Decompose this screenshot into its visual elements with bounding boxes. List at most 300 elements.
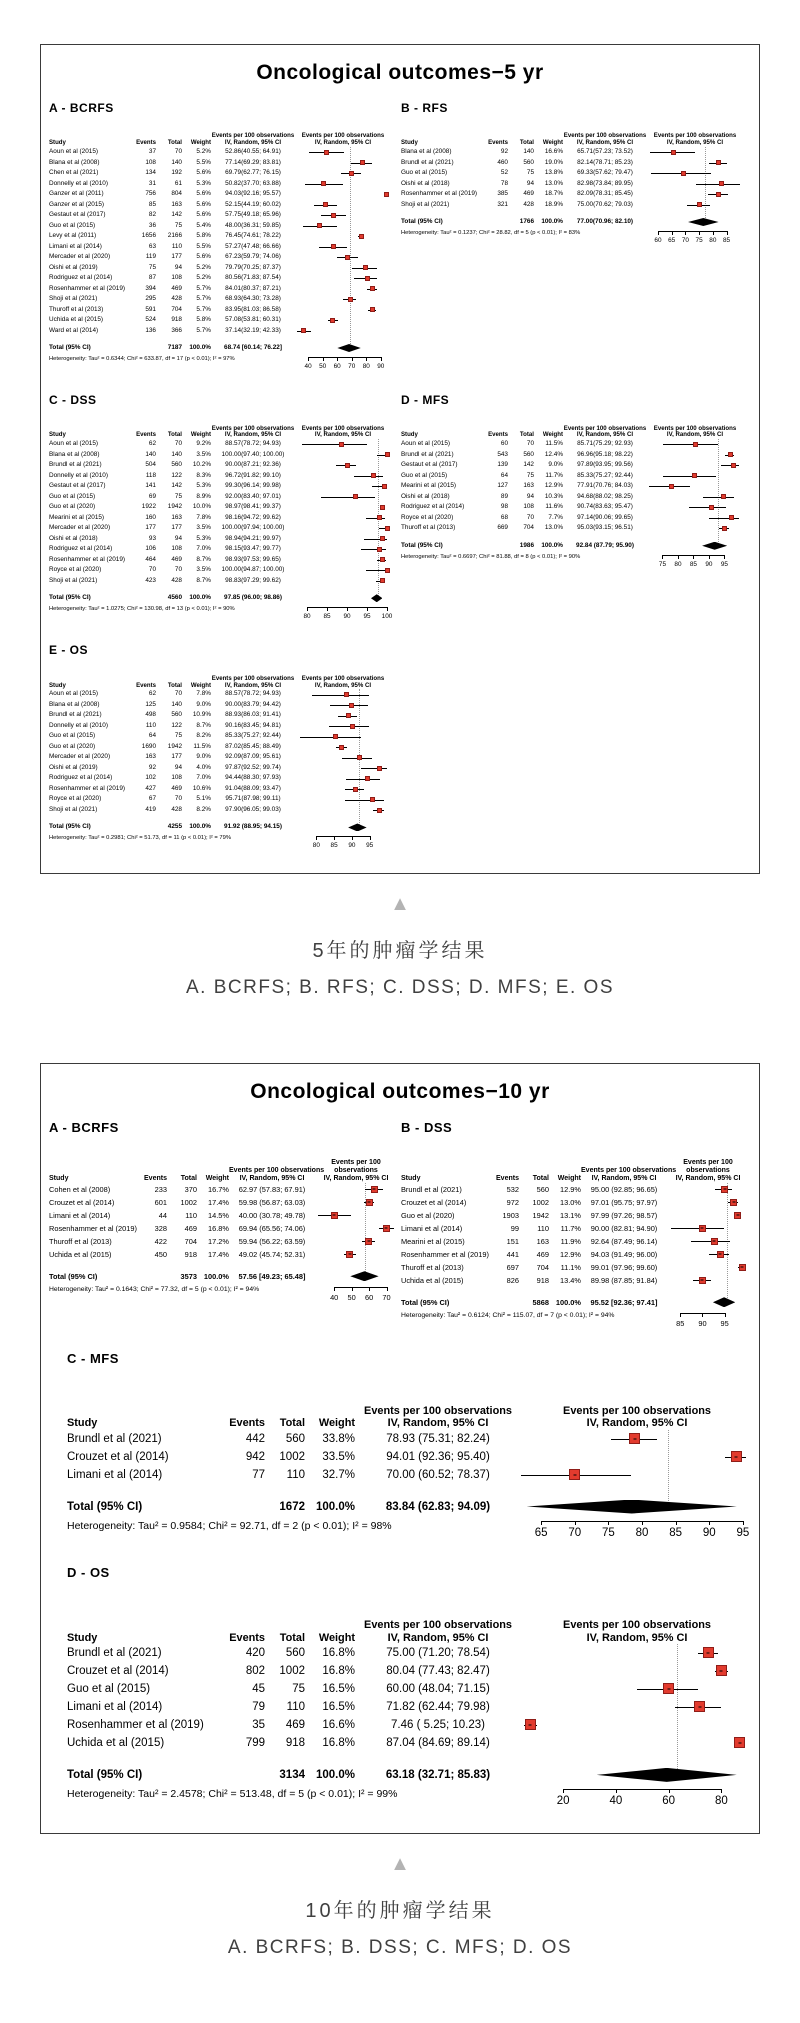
total-weight: 100.0%	[541, 218, 563, 225]
axis-tick-label: 80	[312, 842, 320, 850]
total-value: 108	[523, 503, 534, 511]
point-estimate-marker	[385, 452, 390, 457]
weight-value: 8.2%	[196, 805, 211, 813]
axis-tick-label: 80	[674, 560, 682, 568]
weight-value: 5.1%	[196, 795, 211, 803]
panel-label: C - MFS	[67, 1350, 119, 1366]
point-estimate-marker	[370, 307, 375, 312]
point-estimate-marker	[739, 1264, 746, 1271]
table-row	[67, 1430, 521, 1448]
axis-tick	[662, 555, 663, 559]
plot-header: Events per 100 observations IV, Random, 95% CI	[653, 132, 737, 147]
axis-tick	[642, 1521, 643, 1525]
events-value: 106	[145, 545, 156, 553]
ci-text: 69.79(62.77; 76.15)	[225, 169, 281, 176]
table-row	[49, 460, 295, 471]
study-name: Guo et al (2015)	[49, 492, 96, 500]
axis-tick	[337, 357, 338, 361]
point-estimate-marker	[353, 494, 358, 499]
weight-value: 3.5%	[196, 450, 211, 458]
weight-value: 33.8%	[322, 1432, 355, 1445]
col-total: Total	[167, 431, 182, 439]
events-value: 35	[252, 1718, 265, 1731]
table-row	[49, 784, 295, 795]
total-value: 94	[174, 263, 182, 271]
point-estimate-marker	[681, 171, 686, 176]
weight-value: 13.0%	[544, 524, 563, 532]
total-value: 94	[526, 179, 534, 187]
axis-tick-label: 40	[304, 363, 312, 370]
ci-text: 94.03(92.16; 95.57)	[225, 190, 281, 197]
weight-value: 13.8%	[544, 169, 563, 176]
marker-center-dot	[701, 1228, 704, 1229]
panel-grid-10yr	[49, 1120, 751, 1816]
study-name: Cohen et al (2008)	[49, 1184, 111, 1194]
events-value: 394	[145, 284, 156, 292]
table-row	[401, 523, 647, 534]
point-estimate-marker	[703, 1647, 714, 1658]
study-name: Shoji et al (2021)	[49, 295, 98, 302]
table-row	[49, 471, 295, 482]
total-value: 428	[171, 576, 182, 584]
table-row	[49, 200, 295, 211]
point-estimate-marker	[377, 808, 382, 813]
study-name: Mearini et al (2015)	[401, 1236, 465, 1246]
table-row	[49, 805, 295, 816]
table-row	[49, 179, 295, 190]
study-name: Oishi et al (2019)	[49, 263, 98, 271]
total-row	[401, 216, 647, 228]
events-value: 98	[500, 503, 508, 511]
total-value: 142	[523, 461, 534, 469]
table-row	[401, 1235, 667, 1248]
weight-value: 5.6%	[196, 211, 211, 218]
total-value: 142	[171, 211, 182, 218]
total-value: 1942	[532, 1210, 549, 1220]
pooled-diamond	[348, 823, 366, 831]
forest-table	[49, 415, 295, 612]
total-weight: 100.0%	[541, 541, 563, 549]
events-value: 92	[148, 763, 156, 771]
table-row	[49, 773, 295, 784]
point-estimate-marker	[345, 463, 350, 468]
study-name: Rosenhammer et al (2019)	[67, 1718, 204, 1731]
weight-value: 5.7%	[196, 284, 211, 292]
events-value: 119	[145, 253, 156, 260]
total-value: 469	[536, 1249, 549, 1259]
axis-tick	[307, 607, 308, 611]
study-name: Gestaut et al (2017)	[49, 482, 106, 490]
table-row	[401, 481, 647, 492]
events-value: 140	[145, 450, 156, 458]
heterogeneity-note: Heterogeneity: Tau² = 2.4578; Chi² = 513.48, df = 5 (p < 0.01); I² = 99%	[67, 1787, 398, 1800]
pooled-reference-line	[718, 439, 719, 546]
events-value: 78	[500, 179, 508, 187]
events-value: 82	[148, 211, 156, 218]
study-name: Thuroff et al (2013)	[49, 305, 104, 313]
axis-tick	[575, 1521, 576, 1525]
total-value: 560	[523, 450, 534, 458]
table-row	[401, 200, 647, 211]
ci-text: 98.16(94.72; 99.62)	[225, 513, 281, 521]
ci-line	[721, 465, 738, 466]
events-value: 1903	[502, 1210, 519, 1220]
col-weight: Weight	[557, 1174, 581, 1182]
study-name: Crouzet et al (2014)	[49, 1197, 115, 1207]
study-name: Aoun et al (2015)	[49, 148, 99, 155]
total-value: 370	[184, 1184, 197, 1194]
total-label: Total (95% CI)	[49, 823, 91, 831]
plot-area	[295, 415, 391, 625]
col-ci-header: Events per 100 observations IV, Random, 95% CI	[563, 424, 647, 439]
forest-table	[49, 1155, 325, 1293]
ci-line	[300, 737, 361, 738]
plot-area	[315, 1155, 397, 1307]
total-row	[401, 1295, 667, 1310]
study-name: Ganzer et al (2011)	[49, 190, 104, 197]
ci-text: 88.57(78.72; 94.93)	[225, 440, 281, 448]
heterogeneity-note: Heterogeneity: Tau² = 0.6124; Chi² = 115.07, df = 7 (p < 0.01); I² = 94%	[401, 1311, 615, 1319]
x-axis	[315, 1287, 397, 1307]
study-name: Rodriguez et al (2014)	[49, 545, 113, 553]
study-name: Brundl et al (2021)	[67, 1646, 162, 1659]
ci-text: 70.00 (60.52; 78.37)	[386, 1468, 490, 1481]
col-ci-header: Events per 100 observations IV, Random, 95% CI	[364, 1619, 512, 1644]
total-events: 4560	[167, 594, 182, 602]
point-estimate-marker	[380, 536, 385, 541]
axis-tick-label: 75	[602, 1526, 615, 1539]
events-value: 441	[506, 1249, 519, 1259]
table-row	[401, 1248, 667, 1261]
ci-text: 94.01 (92.36; 95.40)	[386, 1450, 490, 1463]
weight-value: 9.0%	[196, 753, 211, 761]
events-value: 972	[506, 1197, 519, 1207]
events-value: 328	[154, 1223, 167, 1233]
ci-line	[302, 444, 367, 445]
study-name: Brundl et al (2021)	[67, 1432, 162, 1445]
point-estimate-marker	[728, 452, 733, 457]
col-ci-header: Events per 100 observations IV, Random, 95% CI	[211, 424, 295, 439]
col-total: Total	[279, 1631, 305, 1644]
axis-tick	[658, 231, 659, 235]
caption-legend-5yr: A. BCRFS; B. RFS; C. DSS; D. MFS; E. OS	[186, 976, 614, 998]
col-events: Events	[229, 1417, 265, 1430]
ci-text: 98.94(94.21; 99.97)	[225, 534, 281, 542]
plot-header: Events per 100 observations IV, Random, 95% CI	[653, 424, 737, 439]
axis-tick-label: 75	[695, 237, 703, 244]
panel-label: A - BCRFS	[49, 1119, 119, 1135]
axis-line	[334, 1287, 386, 1288]
table-row	[49, 492, 295, 503]
ci-text: 68.93(64.30; 73.28)	[225, 295, 281, 302]
table-row	[49, 1196, 315, 1209]
ci-text: 80.56(71.83; 87.54)	[225, 274, 281, 281]
pooled-diamond	[597, 1768, 737, 1782]
total-value: 70	[526, 440, 534, 448]
point-estimate-marker	[697, 202, 702, 207]
forest-table	[401, 1155, 677, 1319]
weight-value: 12.9%	[544, 482, 563, 490]
col-weight: Weight	[318, 1631, 355, 1644]
plot-area	[521, 1390, 753, 1547]
point-estimate-marker	[348, 297, 353, 302]
x-axis	[521, 1789, 753, 1815]
weight-value: 17.4%	[208, 1197, 229, 1207]
weight-value: 17.4%	[208, 1249, 229, 1259]
weight-value: 5.5%	[196, 158, 211, 166]
axis-tick-label: 95	[366, 842, 374, 850]
weight-value: 9.0%	[548, 461, 563, 469]
col-study: Study	[401, 1174, 421, 1182]
axis-tick	[327, 607, 328, 611]
ci-text: 59.98 (56.87; 63.03)	[238, 1197, 306, 1207]
plot-header: Events per 100 observations IV, Random, 95% CI	[301, 424, 385, 439]
point-estimate-marker	[629, 1433, 640, 1444]
total-value: 163	[171, 513, 182, 521]
panel-10yr-b-dss	[401, 1120, 751, 1333]
table-header-row	[49, 415, 295, 439]
ci-text: 97.14(90.06; 99.65)	[577, 513, 633, 521]
table-row	[401, 513, 647, 524]
study-name: Chen et al (2021)	[49, 169, 99, 176]
events-value: 93	[148, 534, 156, 542]
point-estimate-marker	[663, 1683, 674, 1694]
table-row	[49, 189, 295, 200]
table-row	[49, 794, 295, 805]
table-row	[67, 1698, 521, 1716]
study-name: Rodriguez et al (2014)	[49, 274, 113, 281]
axis-tick-label: 85	[323, 613, 331, 621]
ci-line	[663, 476, 716, 477]
axis-tick	[678, 555, 679, 559]
total-value: 94	[174, 763, 182, 771]
total-value: 177	[171, 253, 182, 260]
total-value: 560	[285, 1646, 305, 1659]
weight-value: 5.7%	[196, 295, 211, 302]
ci-text: 99.30(96.14; 99.98)	[225, 482, 281, 490]
weight-value: 33.5%	[322, 1450, 355, 1463]
axis-tick-label: 90	[702, 1526, 716, 1539]
weight-value: 7.8%	[196, 690, 211, 698]
total-row	[67, 1496, 521, 1518]
total-value: 110	[185, 1210, 197, 1220]
table-row	[49, 565, 295, 576]
panel-label: A - BCRFS	[49, 101, 114, 115]
weight-value: 19.0%	[544, 158, 563, 166]
axis-tick-label: 60	[662, 1794, 676, 1807]
events-value: 62	[148, 690, 156, 698]
study-name: Shoji et al (2021)	[401, 200, 450, 208]
plot-canvas	[667, 1183, 749, 1310]
table-row	[401, 450, 647, 461]
figure-5yr	[40, 44, 760, 874]
total-value: 560	[536, 1184, 549, 1194]
point-estimate-marker	[669, 484, 674, 489]
plot-header: Events per 100 observations IV, Random, 95% CI	[563, 1405, 711, 1430]
table-row	[49, 523, 295, 534]
total-value: 469	[171, 284, 182, 292]
table-row	[49, 544, 295, 555]
table-row	[401, 471, 647, 482]
axis-tick-label: 95	[736, 1526, 750, 1539]
study-name: Guo et al (2020)	[401, 1210, 455, 1220]
events-value: 77	[252, 1468, 265, 1481]
total-value: 560	[171, 711, 182, 719]
study-name: Mercader et al (2020)	[49, 253, 111, 260]
weight-value: 7.0%	[196, 774, 211, 782]
total-value: 469	[171, 784, 182, 792]
marker-center-dot	[738, 1742, 741, 1743]
marker-center-dot	[698, 1706, 701, 1707]
forest-plot	[401, 415, 751, 573]
total-ci-text: 68.74 [60.14; 76.22]	[224, 344, 282, 351]
ci-line	[329, 726, 369, 727]
point-estimate-marker	[734, 1212, 741, 1219]
point-estimate-marker	[346, 713, 351, 718]
ci-text: 84.01(80.37; 87.21)	[225, 284, 281, 292]
marker-center-dot	[333, 1215, 336, 1216]
table-row	[49, 284, 295, 295]
study-name: Rodriguez et al (2014)	[49, 774, 113, 782]
total-events: 4255	[167, 823, 182, 831]
total-value: 1002	[279, 1664, 305, 1677]
point-estimate-marker	[693, 442, 698, 447]
axis-tick	[367, 607, 368, 611]
collapse-triangle-icon[interactable]: ▲	[390, 892, 410, 915]
table-row	[401, 492, 647, 503]
events-value: 460	[497, 158, 508, 166]
events-value: 134	[145, 169, 156, 176]
point-estimate-marker	[380, 557, 385, 562]
total-value: 469	[285, 1718, 305, 1731]
study-name: Aoun et al (2015)	[401, 440, 451, 448]
plot-header: Events per 100 observations IV, Random, 95% CI	[301, 674, 385, 689]
study-name: Blana et al (2008)	[49, 450, 100, 458]
col-events: Events	[136, 139, 156, 147]
forest-table	[49, 665, 295, 841]
point-estimate-marker	[365, 276, 370, 281]
axis-tick	[709, 1521, 710, 1525]
axis-line	[316, 836, 369, 837]
marker-center-dot	[719, 1254, 722, 1255]
weight-value: 5.8%	[196, 316, 211, 323]
events-value: 669	[497, 524, 508, 532]
study-name: Blana et al (2008)	[49, 700, 100, 708]
ci-text: 82.14(78.71; 85.23)	[577, 158, 633, 166]
weight-value: 16.5%	[322, 1682, 355, 1695]
total-value: 75	[292, 1682, 305, 1695]
panel-5yr-e-os	[49, 643, 399, 854]
panel-5yr-d-mfs	[401, 393, 751, 625]
weight-value: 10.3%	[544, 492, 563, 500]
total-value: 140	[523, 148, 534, 155]
plot-canvas	[295, 689, 391, 833]
plot-header: Events per 100 observations IV, Random, 95% CI	[675, 1159, 741, 1182]
ci-text: 87.04 (84.69; 89.14)	[386, 1736, 490, 1749]
collapse-triangle-icon[interactable]: ▲	[390, 1853, 410, 1876]
point-estimate-marker	[709, 505, 714, 510]
study-name: Limani et al (2014)	[67, 1700, 163, 1713]
table-header-row	[49, 665, 295, 689]
heterogeneity-note: Heterogeneity: Tau² = 0.9584; Chi² = 92.71, df = 2 (p < 0.01); I² = 98%	[67, 1519, 392, 1532]
events-value: 295	[145, 295, 156, 302]
table-header-row	[67, 1604, 521, 1644]
study-name: Rosenhammer et al (2019)	[401, 1249, 489, 1259]
weight-value: 8.9%	[196, 492, 211, 500]
axis-tick	[713, 231, 714, 235]
events-value: 233	[154, 1184, 167, 1194]
figure-title-10yr: Oncological outcomes−10 yr	[250, 1079, 550, 1103]
ci-line	[361, 768, 387, 769]
marker-center-dot	[368, 1202, 371, 1203]
ci-text: 52.86(40.55; 64.91)	[225, 148, 281, 155]
weight-value: 10.2%	[192, 461, 211, 469]
col-total: Total	[519, 431, 534, 439]
ci-text: 57.27(47.48; 66.66)	[225, 242, 281, 250]
point-estimate-marker	[377, 515, 382, 520]
x-axis	[521, 1521, 753, 1547]
axis-tick-label: 60	[364, 1292, 374, 1302]
study-name: Limani et al (2014)	[401, 1223, 463, 1233]
point-estimate-marker	[360, 160, 365, 165]
events-value: 62	[148, 440, 156, 448]
events-value: 64	[500, 471, 508, 479]
axis-tick	[334, 836, 335, 840]
axis-tick-label: 85	[330, 842, 338, 850]
total-row	[49, 821, 295, 833]
x-axis	[295, 357, 391, 375]
study-name: Brundl et al (2021)	[401, 1184, 462, 1194]
total-label: Total (95% CI)	[49, 594, 91, 602]
marker-center-dot	[367, 1241, 370, 1242]
ci-text: 91.04(88.09; 93.47)	[225, 784, 281, 792]
forest-plot	[67, 1390, 751, 1547]
ci-text: 57.08(53.81; 60.31)	[225, 316, 281, 323]
col-total: Total	[180, 1174, 197, 1182]
weight-value: 5.7%	[196, 326, 211, 334]
forest-table	[401, 123, 647, 236]
ci-text: 95.03(93.15; 96.51)	[577, 524, 633, 532]
plot-header: Events per 100 observations IV, Random, 95% CI	[301, 132, 385, 147]
marker-center-dot	[723, 1189, 726, 1190]
point-estimate-marker	[365, 1238, 372, 1245]
table-row	[49, 513, 295, 524]
table-row	[401, 460, 647, 471]
point-estimate-marker	[569, 1469, 580, 1480]
point-estimate-marker	[333, 734, 338, 739]
axis-tick-label: 20	[556, 1794, 570, 1807]
axis-tick	[387, 1287, 388, 1291]
table-row	[67, 1448, 521, 1466]
weight-value: 13.0%	[560, 1197, 581, 1207]
point-estimate-marker	[711, 1238, 718, 1245]
ci-text: 95.00 (92.85; 96.65)	[590, 1184, 658, 1194]
total-row	[49, 1269, 315, 1284]
axis-line	[563, 1789, 721, 1790]
axis-tick	[563, 1789, 564, 1793]
marker-center-dot	[633, 1438, 636, 1439]
plot-canvas	[295, 147, 391, 354]
weight-value: 17.2%	[208, 1236, 229, 1246]
heterogeneity-note: Heterogeneity: Tau² = 0.1237; Chi² = 28.82, df = 5 (p < 0.01); I² = 83%	[401, 230, 581, 236]
study-name: Guo et al (2015)	[401, 471, 448, 479]
ci-text: 75.00(70.62; 79.03)	[577, 200, 633, 208]
events-value: 756	[145, 190, 156, 197]
weight-value: 5.2%	[196, 263, 211, 271]
table-row	[49, 1209, 315, 1222]
ci-text: 88.57(78.72; 94.93)	[225, 690, 281, 698]
weight-value: 5.6%	[196, 200, 211, 208]
